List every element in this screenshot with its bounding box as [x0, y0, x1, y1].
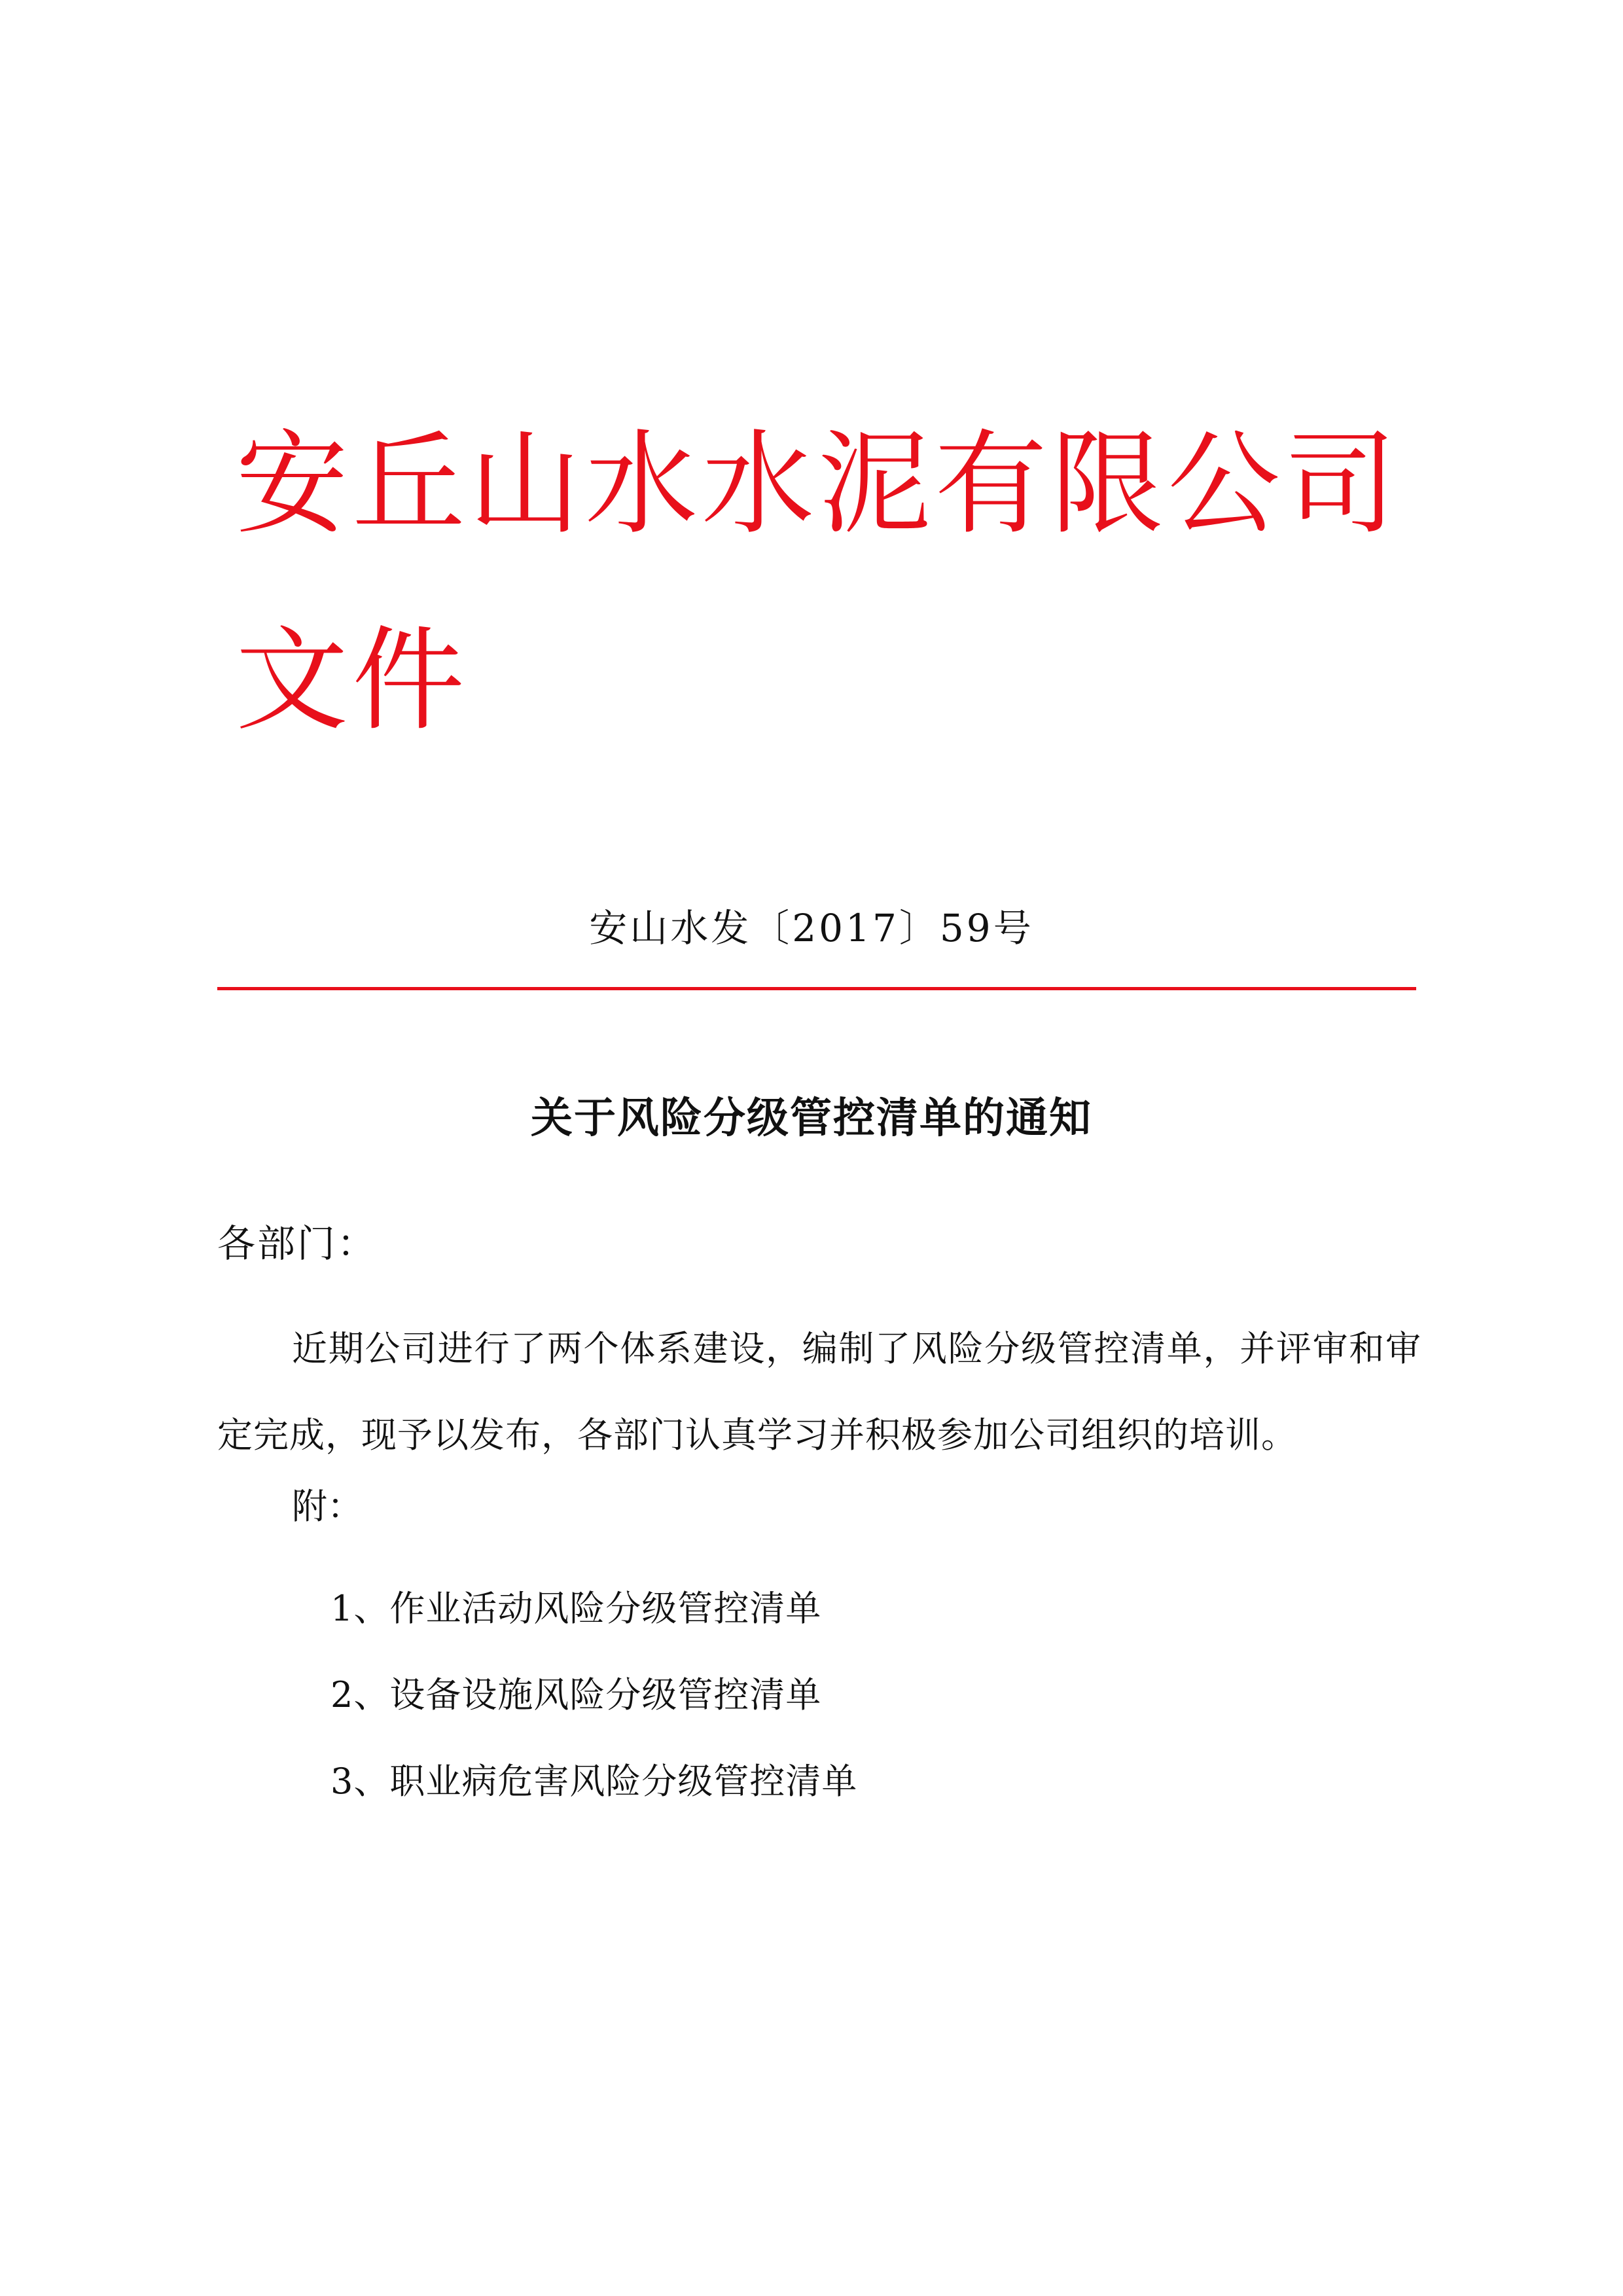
- attachment-item: 2、设备设施风险分级管控清单: [330, 1674, 822, 1715]
- attachment-item: 3、职业病危害风险分级管控清单: [330, 1761, 858, 1802]
- red-separator-line: [217, 987, 1416, 990]
- notice-title: 关于风险分级管控清单的通知: [531, 1094, 1092, 1143]
- salutation: 各部门：: [217, 1221, 378, 1266]
- issuing-organization-header: 安丘山水水泥有限公司文件: [236, 418, 1400, 746]
- body-paragraph: 近期公司进行了两个体系建设，编制了风险分级管控清单，并评审和审定完成，现予以发布，各部门认真学习并积极参加公司组织的培训。: [217, 1328, 1421, 1456]
- attachment-label: 附：: [292, 1486, 363, 1527]
- document-number: 安山水发〔2017〕59号: [589, 906, 1034, 950]
- attachment-item: 1、作业活动风险分级管控清单: [330, 1588, 822, 1629]
- attachment-list: [330, 1566, 857, 1825]
